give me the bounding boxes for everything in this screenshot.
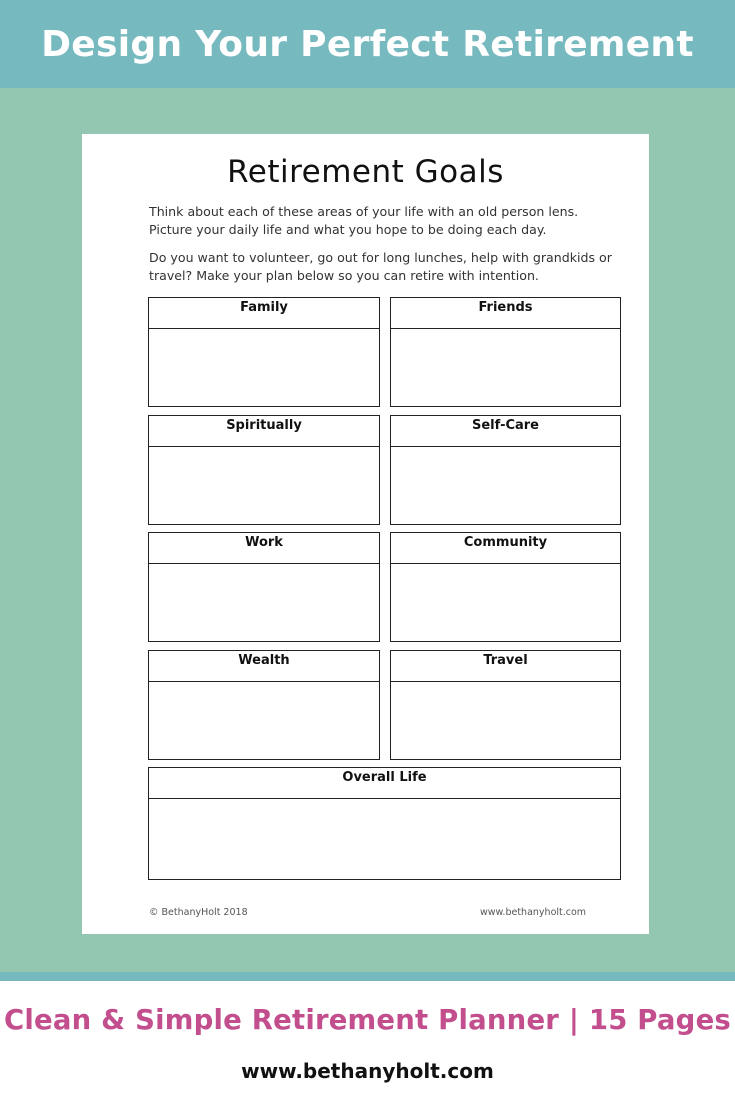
writing-area [149,447,379,524]
section-label: Self-Care [391,416,620,447]
divider-stripe [0,972,735,981]
section-label: Overall Life [149,768,620,799]
section-label: Community [391,533,620,564]
worksheet-footer-url: www.bethanyholt.com [480,907,587,918]
writing-area [149,329,379,406]
copyright-text: © BethanyHolt 2018 [149,907,248,918]
section-label: Work [149,533,379,564]
worksheet-title: Retirement Goals [227,154,504,190]
section-box-spiritually [148,415,380,525]
writing-area [391,447,620,524]
section-box-family [148,297,380,407]
section-box-work [148,532,380,642]
promo-tagline: Clean & Simple Retirement Planner | 15 Pages [4,1004,731,1036]
writing-area [391,329,620,406]
writing-area [149,682,379,759]
section-box-overall-life [148,767,621,880]
writing-area [391,682,620,759]
section-label: Friends [391,298,620,329]
section-label: Family [149,298,379,329]
writing-area [149,564,379,641]
section-box-wealth [148,650,380,760]
intro-paragraph-2: Do you want to volunteer, go out for long lunches, help with grandkids or travel? Make your plan below so you can retire with intention. [149,250,612,283]
section-box-travel [390,650,621,760]
website-link[interactable]: www.bethanyholt.com [241,1059,494,1083]
section-label: Travel [391,651,620,682]
writing-area [149,799,620,879]
header-banner [0,0,735,88]
header-title: Design Your Perfect Retirement [41,23,694,65]
section-label: Wealth [149,651,379,682]
writing-area [391,564,620,641]
worksheet-page [82,134,649,934]
intro-paragraph-1: Think about each of these areas of your life with an old person lens. Picture your daily life and what you hope to be doing each day. [149,204,579,237]
section-box-community [390,532,621,642]
section-box-self-care [390,415,621,525]
section-box-friends [390,297,621,407]
section-label: Spiritually [149,416,379,447]
